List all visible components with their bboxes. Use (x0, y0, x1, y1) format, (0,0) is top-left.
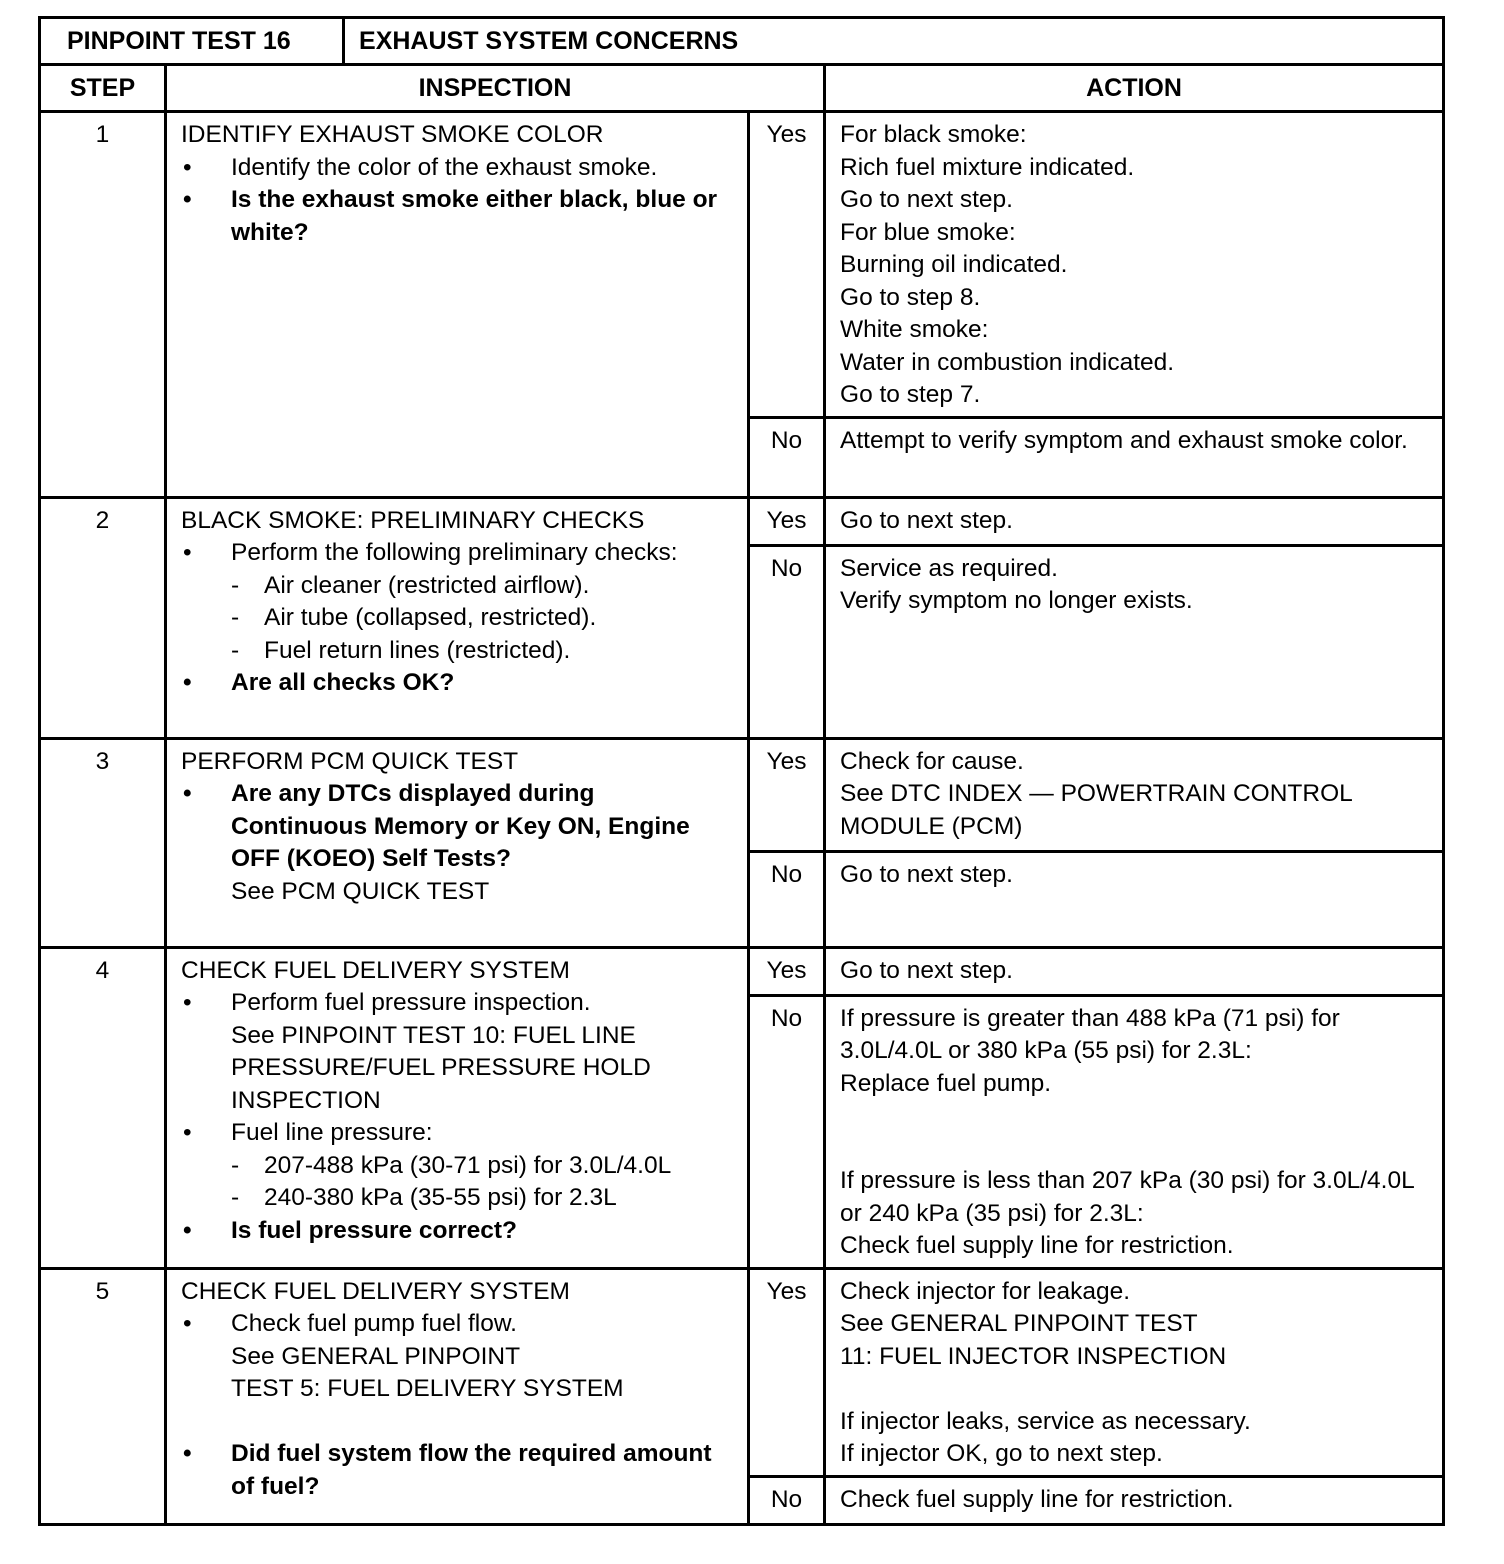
action-line: If injector leaks, service as necessary. (840, 1407, 1251, 1435)
action-line: For black smoke: (840, 121, 1027, 148)
action-line: Burning oil indicated. (840, 251, 1068, 278)
action-line: Go to step 8. (840, 283, 981, 311)
sub-text: Air cleaner (restricted airflow). (264, 571, 590, 599)
no-action: Go to next step. (825, 851, 1444, 947)
no-label: No (749, 545, 825, 738)
dash-icon: - (231, 571, 240, 599)
bullet-text: Perform the following preliminary checks: (231, 539, 678, 566)
dash-icon: - (231, 1184, 240, 1211)
question-text: Is the exhaust smoke either black, blue or white? (231, 186, 718, 246)
step-title: CHECK FUEL DELIVERY SYSTEM (181, 956, 570, 984)
bullet-question (181, 778, 737, 876)
yes-label: Yes (749, 497, 825, 545)
step-1-yes-row (40, 112, 1444, 418)
no-action: Attempt to verify symptom and exhaust smoke color. (825, 417, 1444, 497)
yes-action (825, 112, 1444, 418)
no-action (825, 545, 1444, 738)
action-line: If pressure is less than 207 kPa (30 psi) for 3.0L/4.0L or 240 kPa (35 psi) for 2.3L: (840, 1167, 1414, 1227)
bullet-question (181, 667, 737, 700)
action-line: Rich fuel mixture indicated. (840, 153, 1135, 181)
bullet-icon: • (183, 1119, 192, 1146)
test-title: EXHAUST SYSTEM CONCERNS (344, 18, 1444, 65)
yes-action: Go to next step. (825, 947, 1444, 995)
bullet-text: Perform fuel pressure inspection. (231, 989, 591, 1016)
spacer (181, 1406, 737, 1439)
column-header-action: ACTION (825, 65, 1444, 112)
action-line: Replace fuel pump. (840, 1069, 1052, 1097)
action-line: Verify symptom no longer exists. (840, 587, 1193, 614)
sub-text: Fuel return lines (restricted). (264, 636, 571, 664)
no-label: No (749, 1476, 825, 1524)
bullet-question (181, 1438, 737, 1503)
step-title: CHECK FUEL DELIVERY SYSTEM (181, 1277, 570, 1305)
column-header-inspection: INSPECTION (166, 65, 825, 112)
reference-text: See PINPOINT TEST 10: FUEL LINE PRESSURE/FUEL PRESSURE HOLD INSPECTION (231, 1021, 651, 1114)
question-text: Did fuel system flow the required amount of fuel? (231, 1440, 712, 1500)
step-inspection (166, 947, 749, 1268)
no-label: No (749, 417, 825, 497)
bullet-text: Check fuel pump fuel flow. (231, 1310, 517, 1337)
step-inspection (166, 738, 749, 947)
yes-action (825, 738, 1444, 851)
bullet-icon: • (183, 1440, 192, 1467)
sub-item (181, 1150, 737, 1183)
yes-label: Yes (749, 112, 825, 418)
step-inspection (166, 1268, 749, 1524)
step-number: 3 (40, 738, 166, 947)
action-line: Go to next step. (840, 186, 1013, 213)
bullet-item (181, 1308, 737, 1341)
sub-item (181, 602, 737, 635)
dash-icon: - (231, 636, 240, 664)
step-title: IDENTIFY EXHAUST SMOKE COLOR (181, 121, 604, 148)
yes-label: Yes (749, 1268, 825, 1476)
sub-text: 207-488 kPa (30-71 psi) for 3.0L/4.0L (264, 1151, 672, 1179)
pinpoint-test-table (38, 16, 1445, 1526)
action-line: Go to step 7. (840, 381, 981, 408)
dash-icon: - (231, 604, 240, 631)
bullet-icon: • (183, 780, 192, 807)
action-line: See GENERAL PINPOINT TEST (840, 1310, 1198, 1337)
no-action (825, 995, 1444, 1268)
bullet-question (181, 1215, 737, 1248)
step-title: PERFORM PCM QUICK TEST (181, 747, 519, 775)
step-3-yes-row (40, 738, 1444, 851)
question-text: Are all checks OK? (231, 669, 455, 696)
step-number: 5 (40, 1268, 166, 1524)
action-line: If pressure is greater than 488 kPa (71 psi) for 3.0L/4.0L or 380 kPa (55 psi) for 2.3L: (840, 1004, 1340, 1064)
yes-label: Yes (749, 947, 825, 995)
action-line: Water in combustion indicated. (840, 348, 1175, 376)
bullet-icon: • (183, 153, 192, 181)
no-action: Check fuel supply line for restriction. (825, 1476, 1444, 1524)
bullet-item (181, 152, 737, 185)
pinpoint-test-sheet (38, 16, 1442, 1526)
reference-text: See PCM QUICK TEST (231, 877, 490, 905)
spacer (840, 1133, 1432, 1166)
column-header-row (40, 65, 1444, 112)
column-header-step: STEP (40, 65, 166, 112)
bullet-icon: • (183, 186, 192, 213)
step-number: 1 (40, 112, 166, 498)
test-label: PINPOINT TEST 16 (40, 18, 344, 65)
bullet-text: Fuel line pressure: (231, 1119, 433, 1146)
step-4-yes-row (40, 947, 1444, 995)
dash-icon: - (231, 1151, 240, 1179)
step-title: BLACK SMOKE: PRELIMINARY CHECKS (181, 506, 645, 534)
step-number: 2 (40, 497, 166, 738)
bullet-icon: • (183, 669, 192, 696)
action-line: Check for cause. (840, 747, 1024, 775)
reference-text: See GENERAL PINPOINT (231, 1342, 521, 1370)
action-line: See DTC INDEX — POWERTRAIN CONTROL MODULE (PCM) (840, 780, 1352, 840)
action-line: For blue smoke: (840, 218, 1016, 246)
action-line: White smoke: (840, 316, 989, 343)
bullet-item (181, 1117, 737, 1150)
sub-text: 240-380 kPa (35-55 psi) for 2.3L (264, 1184, 617, 1211)
reference-text: TEST 5: FUEL DELIVERY SYSTEM (231, 1375, 624, 1402)
step-inspection (166, 112, 749, 498)
action-line: 11: FUEL INJECTOR INSPECTION (840, 1342, 1227, 1370)
spacer (840, 1373, 1432, 1406)
question-text: Is fuel pressure correct? (231, 1216, 517, 1244)
sub-item (181, 635, 737, 668)
sub-item (181, 570, 737, 603)
yes-action (825, 1268, 1444, 1476)
bullet-text: Identify the color of the exhaust smoke. (231, 153, 658, 181)
action-line: Check fuel supply line for restriction. (840, 1232, 1234, 1259)
sub-text: Air tube (collapsed, restricted). (264, 604, 597, 631)
sub-item (181, 1182, 737, 1215)
no-label: No (749, 995, 825, 1268)
action-line: If injector OK, go to next step. (840, 1440, 1163, 1467)
bullet-icon: • (183, 989, 192, 1016)
action-line: Check injector for leakage. (840, 1277, 1131, 1305)
step-5-yes-row (40, 1268, 1444, 1476)
bullet-icon: • (183, 539, 192, 566)
bullet-item (181, 987, 737, 1020)
yes-label: Yes (749, 738, 825, 851)
step-2-yes-row (40, 497, 1444, 545)
spacer (840, 1100, 1432, 1133)
action-line: Service as required. (840, 554, 1058, 582)
title-row (40, 18, 1444, 65)
step-number: 4 (40, 947, 166, 1268)
bullet-icon: • (183, 1216, 192, 1244)
question-text: Are any DTCs displayed during Continuous Memory or Key ON, Engine OFF (KOEO) Self Tests? (231, 780, 690, 872)
bullet-item (181, 537, 737, 570)
bullet-question (181, 184, 737, 249)
no-label: No (749, 851, 825, 947)
step-inspection (166, 497, 749, 738)
yes-action: Go to next step. (825, 497, 1444, 545)
bullet-icon: • (183, 1310, 192, 1337)
